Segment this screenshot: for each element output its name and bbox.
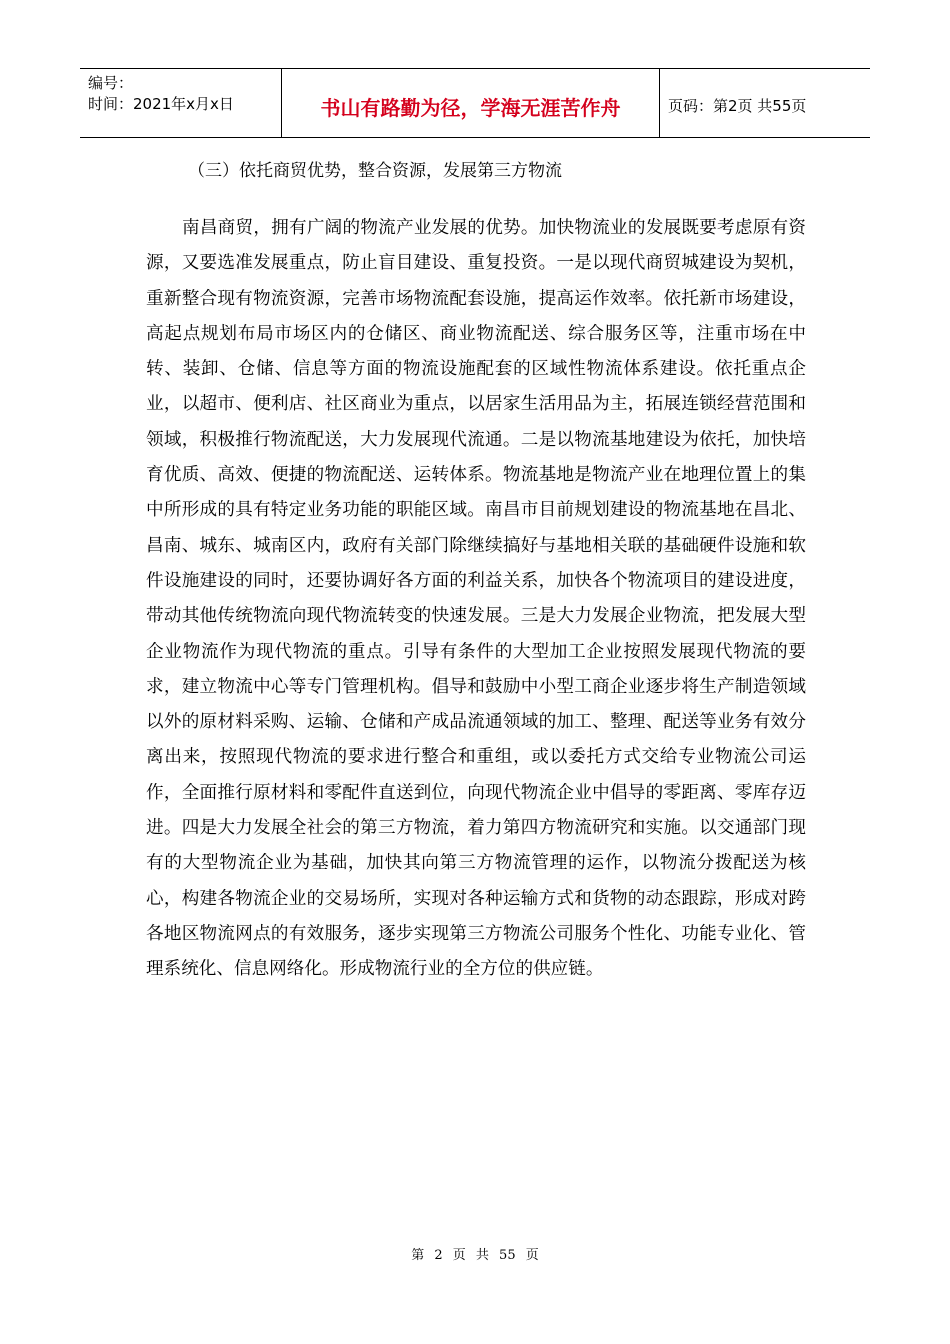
document-number-label: 编号： (88, 74, 134, 92)
header-page-info: 页码：第2页 共55页 (668, 96, 807, 115)
page-header (80, 68, 870, 138)
header-meta (80, 69, 282, 137)
body-paragraph: 南昌商贸，拥有广阔的物流产业发展的优势。加快物流业的发展既要考虑原有资源，又要选准发展重点，防止盲目建设、重复投资。一是以现代商贸城建设为契机，重新整合现有物流资源，完善市场物流配套设施，提高运作效率。依托新市场建设，高起点规划布局市场区内的仓储区、商业物流配送、综合服务区等，注重市场在中转、装卸、仓储、信息等方面的物流设施配套的区域性物流体系建设。依托重点企业，以超市、便利店、社区商业为重点，以居家生活用品为主，拓展连锁经营范围和领域，积极推行物流配送，大力发展现代流通。二是以物流基地建设为依托，加快培育优质、高效、便捷的物流配送、运转体系。物流基地是物流产业在地理位置上的集中所形成的具有特定业务功能的职能区域。南昌市目前规划建设的物流基地在昌北、昌南、城东、城南区内，政府有关部门除继续搞好与基地相关联的基础硬件设施和软件设施建设的同时，还要协调好各方面的利益关系，加快各个物流项目的建设进度，带动其他传统物流向现代物流转变的快速发展。三是大力发展企业物流，把发展大型企业物流作为现代物流的重点。引导有条件的大型加工企业按照发展现代物流的要求，建立物流中心等专门管理机构。倡导和鼓励中小型工商企业逐步将生产制造领域以外的原材料采购、运输、仓储和产成品流通领域的加工、整理、配送等业务有效分离出来，按照现代物流的要求进行整合和重组，或以委托方式交给专业物流公司运作，全面推行原材料和零配件直送到位，向现代物流企业中倡导的零距离、零库存迈进。四是大力发展全社会的第三方物流，着力第四方物流研究和实施。以交通部门现有的大型物流企业为基础，加快其向第三方物流管理的运作，以物流分拨配送为核心，构建各物流企业的交易场所，实现对各种运输方式和货物的动态跟踪，形成对跨各地区物流网点的有效服务，逐步实现第三方物流公司服务个性化、功能专业化、管理系统化、信息网络化。形成物流行业的全方位的供应链。 (146, 218, 806, 980)
header-motto: 书山有路勤为径，学海无涯苦作舟 (282, 69, 660, 137)
document-date-label: 时间：2021年x月x日 (88, 95, 234, 113)
section-heading: （三）依托商贸优势，整合资源，发展第三方物流 (188, 161, 562, 181)
page-footer: 第 2 页 共 55 页 (411, 1248, 539, 1263)
